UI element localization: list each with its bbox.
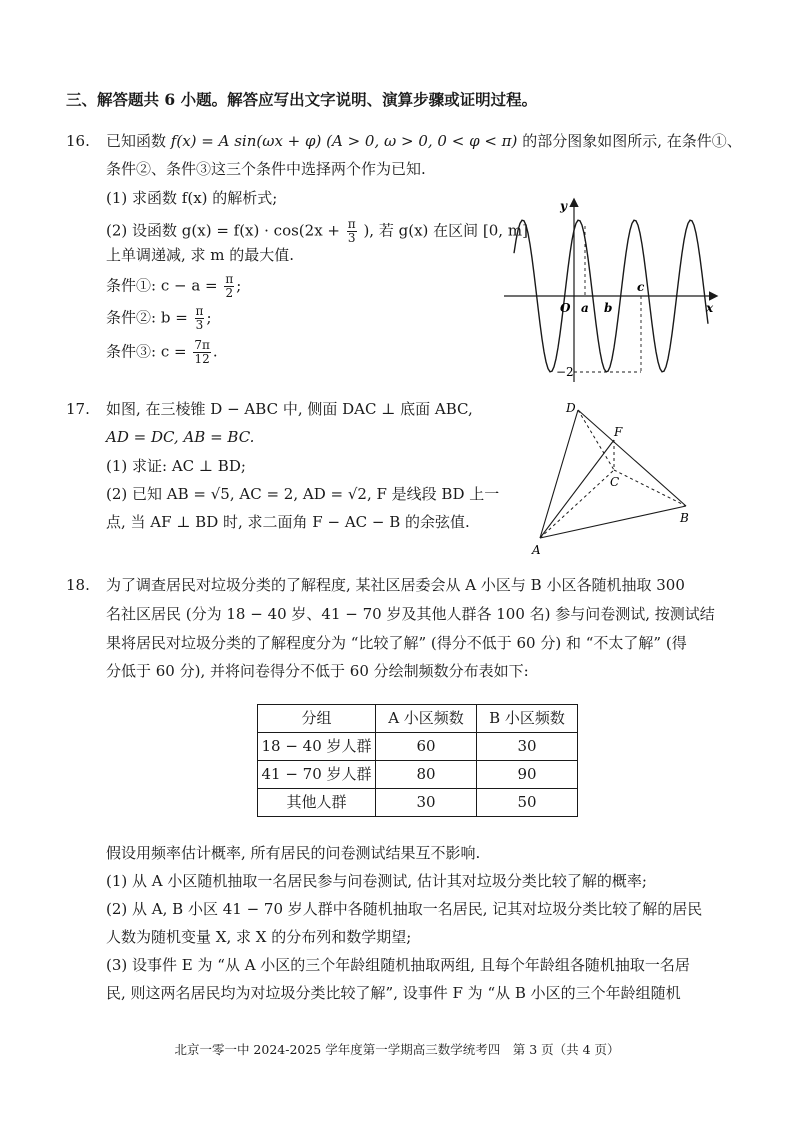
- cond3-text: 条件③: c =: [106, 342, 187, 361]
- q18-text-1: 为了调查居民对垃圾分类的了解程度, 某社区居委会从 A 小区与 B 小区各随机抽取 300: [106, 576, 685, 594]
- q16-text-b: 的部分图象如图所示, 在条件①、: [522, 132, 742, 150]
- q17-line2: AD = DC, AB = BC.: [106, 428, 255, 446]
- q18-part3-line1: (3) 设事件 E 为 “从 A 小区的三个年龄组随机抽取两组, 且每个年龄组各随机抽取一名居: [106, 956, 690, 974]
- q16-part2-b: ), 若 g(x) 在区间 [0, m]: [363, 221, 528, 240]
- table-cell: 80: [376, 761, 477, 789]
- cond2-text: 条件②: b =: [106, 308, 188, 327]
- q16-condition-2: 条件②: b = $\frac{\pi}{3}$ ;: [106, 304, 212, 333]
- table-cell: 30: [376, 789, 477, 817]
- graph-c-label: c: [637, 280, 645, 294]
- table-row: [258, 733, 578, 761]
- q18-line3: 果将居民对垃圾分类的了解程度分为 “比较了解” (得分不低于 60 分) 和 “不太了解” (得: [106, 634, 687, 652]
- table-header-row: [258, 705, 578, 733]
- q16-line2: 条件②、条件③这三个条件中选择两个作为已知.: [106, 160, 426, 178]
- graph-b-label: b: [604, 301, 613, 315]
- q16-part2-a: (2) 设函数 g(x) = f(x) · cos(2x +: [106, 221, 340, 240]
- cond1-text: 条件①: c − a =: [106, 276, 218, 295]
- q18-part2-line1: (2) 从 A, B 小区 41 − 70 岁人群中各随机抽取一名居民, 记其对垃圾分类比较了解的居民: [106, 900, 703, 918]
- edge-DC: [578, 410, 614, 470]
- edge-DB: [578, 410, 686, 506]
- graph-origin-label: O: [560, 301, 571, 315]
- q17-part1: (1) 求证: AC ⊥ BD;: [106, 457, 246, 475]
- table-header: A 小区频数: [376, 705, 477, 733]
- q16-function-def: f(x) = A sin(ωx + φ) (A > 0, ω > 0, 0 < φ < π): [170, 132, 518, 150]
- q17-tetrahedron-figure: [528, 398, 708, 558]
- q18-assumption: 假设用频率估计概率, 所有居民的问卷测试结果互不影响.: [106, 844, 481, 862]
- q17-part2-line2: 点, 当 AF ⊥ BD 时, 求二面角 F − AC − B 的余弦值.: [106, 513, 470, 531]
- q16-line1: [66, 134, 742, 149]
- frequency-table: [257, 704, 578, 817]
- label-F: F: [614, 425, 623, 439]
- q18-number: 18.: [66, 576, 90, 594]
- cond1-fraction: $\frac{\pi}{2}$: [225, 272, 234, 301]
- table-cell: 90: [477, 761, 578, 789]
- q18-line1: [66, 578, 685, 593]
- q18-line2: 名社区居民 (分为 18 − 40 岁、41 − 70 岁及其他人群各 100 名) 参与问卷测试, 按测试结: [106, 605, 715, 623]
- table-cell: 18 − 40 岁人群: [258, 733, 376, 761]
- label-D: D: [566, 401, 576, 415]
- q16-part1: (1) 求函数 f(x) 的解析式;: [106, 189, 278, 207]
- table-header: B 小区频数: [477, 705, 578, 733]
- q18-part2-line2: 人数为随机变量 X, 求 X 的分布列和数学期望;: [106, 928, 412, 946]
- q16-text-a: 已知函数: [106, 132, 167, 150]
- q18-part1: (1) 从 A 小区随机抽取一名居民参与问卷测试, 估计其对垃圾分类比较了解的概率;: [106, 872, 647, 890]
- q16-number: 16.: [66, 132, 90, 150]
- q17-text: 如图, 在三棱锥 D − ABC 中, 侧面 DAC ⊥ 底面 ABC,: [106, 400, 473, 418]
- table-row: [258, 761, 578, 789]
- q17-part2-line1: (2) 已知 AB = √5, AC = 2, AD = √2, F 是线段 BD 上一: [106, 485, 500, 503]
- q16-part2-line2: 上单调递减, 求 m 的最大值.: [106, 246, 295, 264]
- table-cell: 60: [376, 733, 477, 761]
- edge-DA: [540, 410, 578, 538]
- page-footer: 北京一零一中 2024-2025 学年度第一学期高三数学统考四 第 3 页（共 4 页）: [174, 1042, 620, 1057]
- section-title: 三、解答题共 6 小题。解答应写出文字说明、演算步骤或证明过程。: [66, 90, 538, 109]
- table-row: [258, 789, 578, 817]
- table-cell: 其他人群: [258, 789, 376, 817]
- edge-AC: [540, 470, 614, 538]
- graph-a-label: a: [581, 301, 589, 315]
- table-header: 分组: [258, 705, 376, 733]
- q16-condition-1: 条件①: c − a = $\frac{\pi}{2}$ ;: [106, 272, 242, 301]
- label-A: A: [532, 543, 541, 557]
- graph-y-label: y: [560, 199, 567, 213]
- cond2-fraction: $\frac{\pi}{3}$: [195, 304, 204, 333]
- q17-line1: [66, 402, 473, 417]
- graph-x-label: x: [706, 301, 714, 315]
- q16-sine-graph: [500, 196, 730, 386]
- edge-AF: [540, 440, 614, 538]
- label-B: B: [680, 511, 689, 525]
- graph-min-label: −2: [556, 365, 574, 379]
- table-cell: 41 − 70 岁人群: [258, 761, 376, 789]
- q16-part2: [106, 218, 528, 245]
- edge-AB: [540, 506, 686, 538]
- q18-part3-line2: 民, 则这两名居民均为对垃圾分类比较了解”, 设事件 F 为 “从 B 小区的三个年龄组随机: [106, 984, 681, 1002]
- table-cell: 50: [477, 789, 578, 817]
- q16-part2-fraction: $\frac{\pi}{3}$: [347, 217, 356, 246]
- cond3-fraction: $\frac{7\pi}{12}$: [194, 338, 210, 367]
- q16-condition-3: 条件③: c = $\frac{7\pi}{12}$ .: [106, 338, 218, 367]
- edge-CB: [614, 470, 686, 506]
- table-cell: 30: [477, 733, 578, 761]
- label-C: C: [610, 475, 620, 489]
- q18-line4: 分低于 60 分), 并将问卷得分不低于 60 分绘制频数分布表如下:: [106, 662, 529, 680]
- q17-number: 17.: [66, 400, 90, 418]
